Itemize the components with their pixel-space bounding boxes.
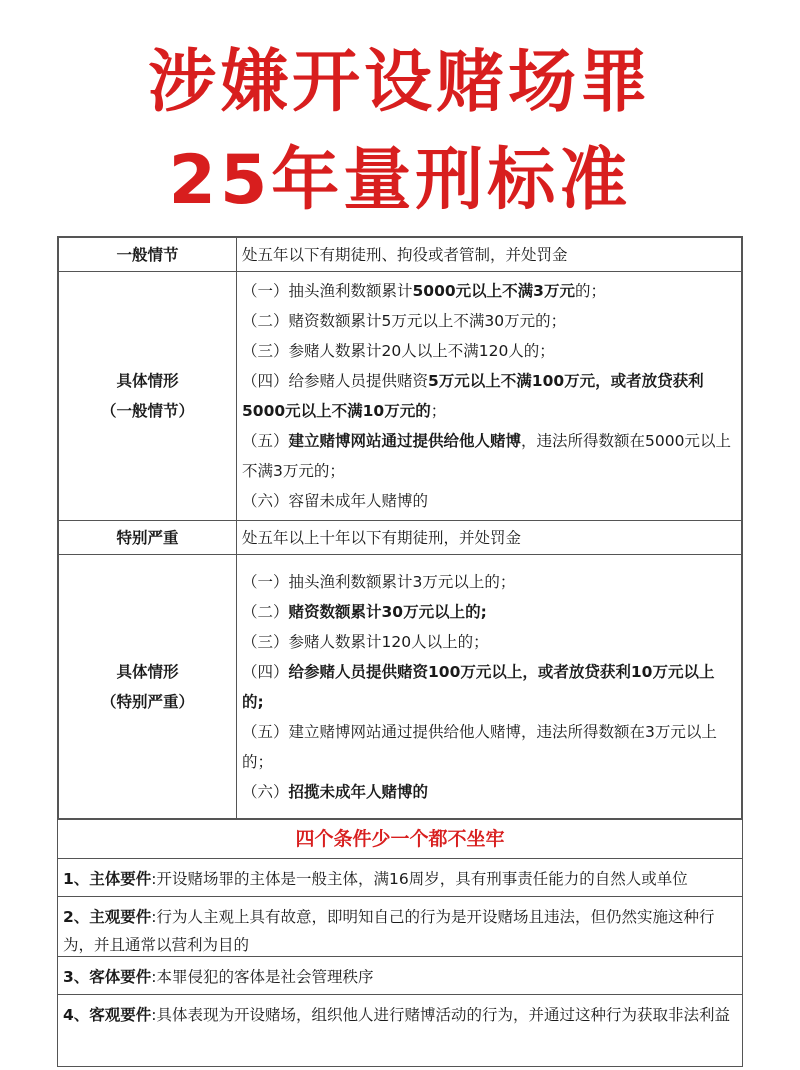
general-value: 处五年以下有期徒刑、拘役或者管制，并处罚金 [237, 238, 742, 272]
serious-cases-list [237, 555, 742, 819]
case-item [242, 777, 733, 807]
case-item [242, 717, 733, 777]
requirement-text: :具体表现为开设赌场，组织他人进行赌博活动的行为，并通过这种行为获取非法利益 [151, 1006, 731, 1024]
case-item-text: 建立赌博网站通过提供给他人赌博 [288, 432, 522, 450]
requirement-item [58, 858, 742, 896]
sentencing-table [57, 236, 743, 1067]
general-label: 一般情节 [59, 238, 237, 272]
case-item [242, 597, 733, 627]
case-item-text: 5万元以上不满100万元，或者放贷获利5000元以上不满10万元的 [242, 372, 704, 420]
requirement-item [58, 994, 742, 1066]
case-item [242, 426, 733, 486]
case-item [242, 486, 733, 516]
sentencing-grid [58, 237, 742, 819]
case-item-text: ，违法所得数额在5000元以上不满3万元的； [242, 432, 731, 480]
serious-cases-label [59, 555, 237, 819]
serious-row [59, 521, 742, 555]
requirement-text: :本罪侵犯的客体是社会管理秩序 [151, 968, 374, 986]
case-item-text: （二） [242, 602, 289, 621]
serious-value: 处五年以上十年以下有期徒刑，并处罚金 [237, 521, 742, 555]
case-item-text: （六） [242, 782, 289, 801]
requirement-key: 4、客观要件 [63, 1006, 152, 1024]
case-item-text: （二）赌资数额累计5万元以上不满30万元的； [242, 312, 567, 330]
serious-cases-label-line2: （特别严重） [100, 692, 194, 711]
case-item-text: （三）参赌人数累计20人以上不满120人的； [242, 342, 555, 360]
case-item-text: （四）给参赌人员提供赌资 [242, 372, 429, 390]
requirement-key: 3、客体要件 [63, 968, 152, 986]
page-title-line1: 涉嫌开设赌场罪 [147, 43, 652, 122]
requirement-item [58, 956, 742, 994]
case-item [242, 366, 733, 426]
case-item [242, 657, 733, 717]
case-item-text: ； [430, 402, 447, 420]
case-item-text: （六）容留未成年人赌博的 [242, 492, 429, 510]
page-title-line2: 25年量刑标准 [168, 141, 632, 220]
requirement-item [58, 896, 742, 956]
general-cases-label [59, 272, 237, 521]
case-item [242, 567, 733, 597]
case-item-text: （五）建立赌博网站通过提供给他人赌博，违法所得数额在3万元以上的； [242, 722, 717, 771]
general-cases-label-line1: 具体情形 [116, 372, 179, 390]
serious-label: 特别严重 [59, 521, 237, 555]
case-item [242, 336, 733, 366]
general-row [59, 238, 742, 272]
case-item-text: 赌资数额累计30万元以上的; [288, 602, 487, 621]
case-item-text: 给参赌人员提供赌资100万元以上，或者放贷获利10万元以上的; [242, 662, 715, 711]
case-item-text: （一）抽头渔利数额累计3万元以上的； [242, 572, 516, 591]
case-item-text: 的； [574, 282, 606, 300]
case-item [242, 306, 733, 336]
requirement-text: :行为人主观上具有故意，即明知自己的行为是开设赌场且违法，但仍然实施这种行为，并且通常以营利为目的 [63, 908, 715, 954]
case-item-text: （三）参赌人数累计120人以上的； [242, 632, 489, 651]
serious-cases-label-line1: 具体情形 [116, 662, 179, 681]
serious-cases-row [59, 555, 742, 819]
general-cases-label-line2: （一般情节） [100, 402, 194, 420]
case-item-text: （四） [242, 662, 289, 681]
requirement-text: :开设赌场罪的主体是一般主体，满16周岁，具有刑事责任能力的自然人或单位 [151, 870, 688, 888]
case-item-text: 5000元以上不满3万元 [412, 282, 575, 300]
case-item-text: （五） [242, 432, 289, 450]
case-item [242, 627, 733, 657]
case-item-text: （一）抽头渔利数额累计 [242, 282, 413, 300]
requirement-key: 2、主观要件 [63, 908, 152, 926]
general-cases-row [59, 272, 742, 521]
general-cases-list [237, 272, 742, 521]
case-item-text: 招揽未成年人赌博的 [288, 782, 429, 801]
case-item [242, 276, 733, 306]
requirement-key: 1、主体要件 [63, 870, 152, 888]
conditions-banner: 四个条件少一个都不坐牢 [58, 819, 742, 858]
